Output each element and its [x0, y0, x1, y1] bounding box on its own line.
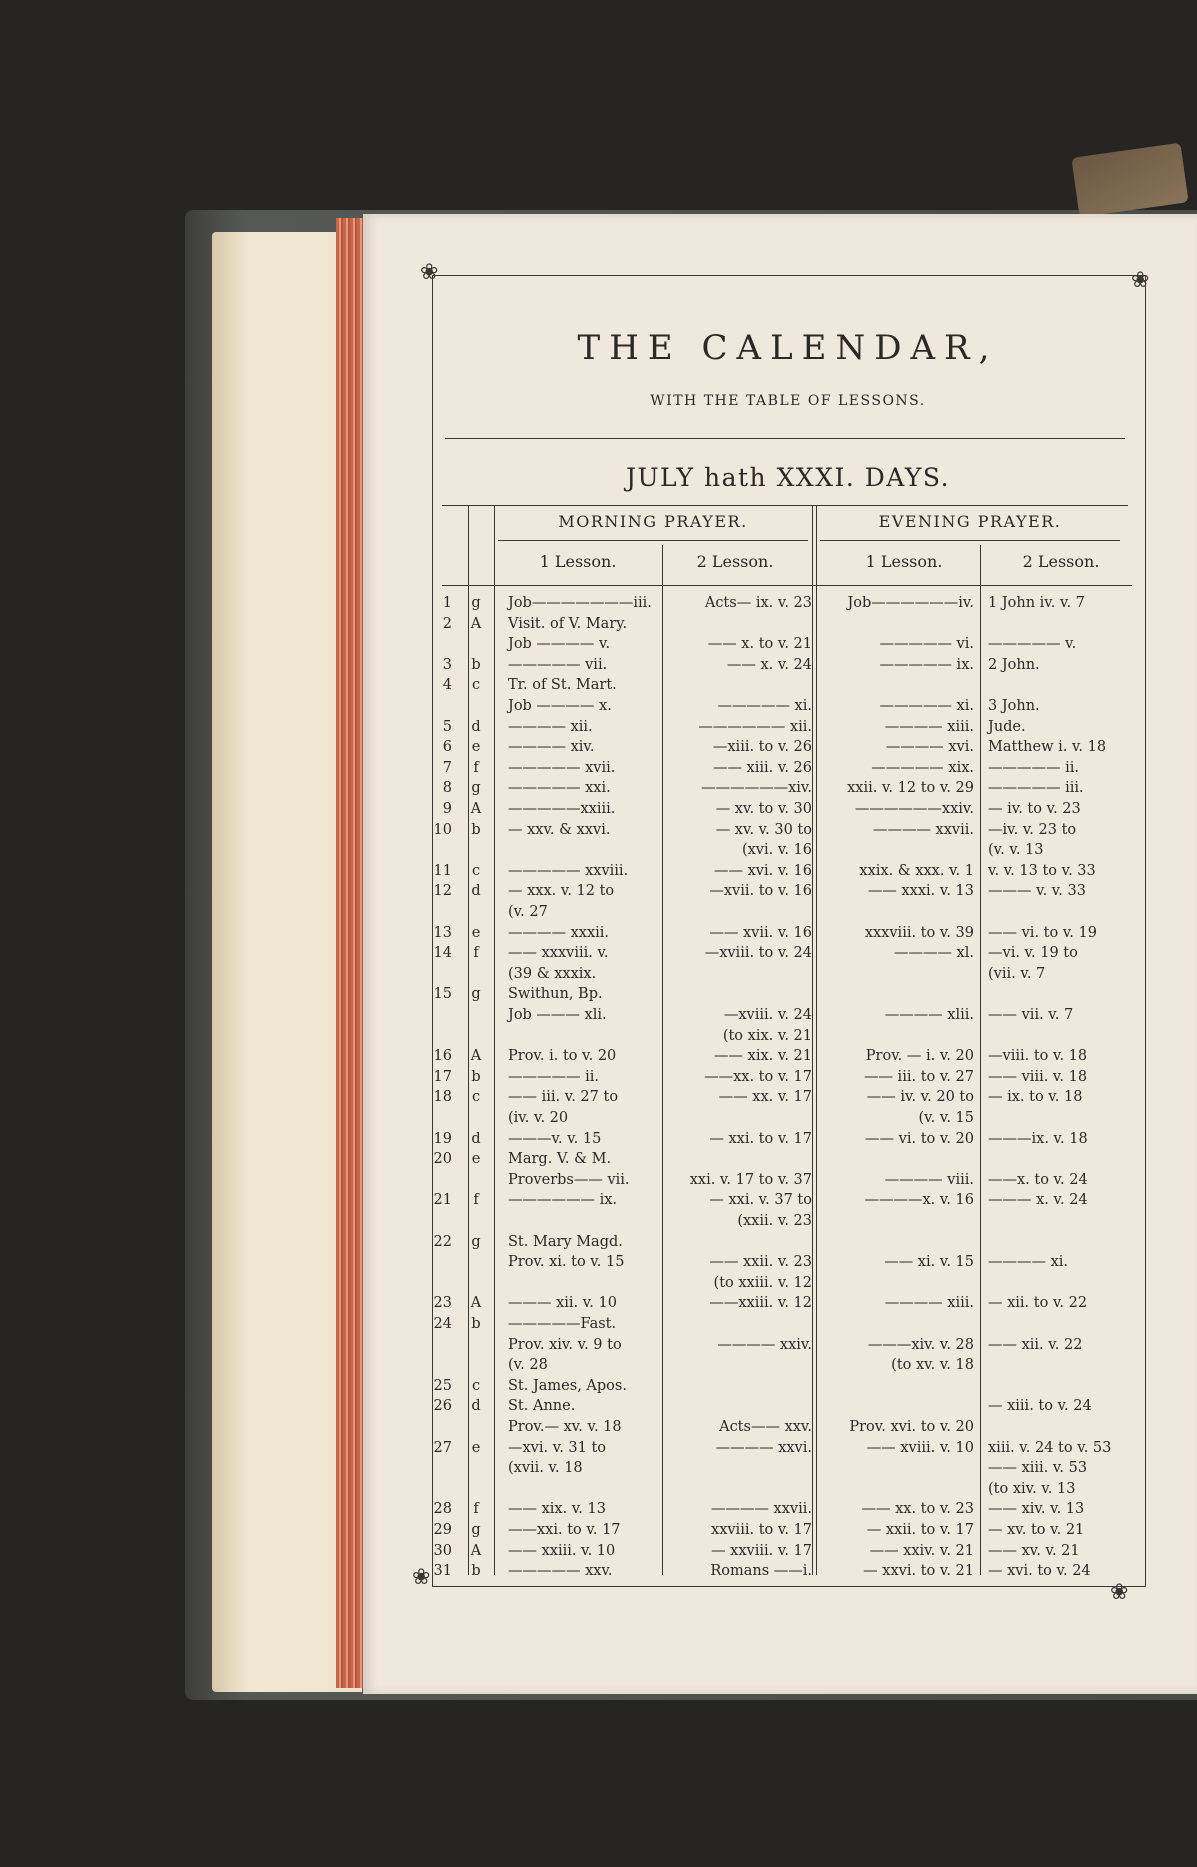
evening-lesson-2: — iv. to v. 23	[988, 801, 1081, 817]
day-number: 31	[433, 1563, 452, 1580]
evening-lesson-1: ———— xlii.	[884, 1007, 974, 1023]
evening-lesson-1: ———— xiii.	[884, 718, 974, 735]
evening-lesson-2: — xiii. to v. 24	[988, 1398, 1092, 1415]
day-number: 11	[433, 862, 452, 879]
dominical-letter: A	[470, 1542, 482, 1559]
evening-lesson-2: v. v. 13 to v. 33	[988, 862, 1096, 879]
day-number: 19	[433, 1130, 452, 1147]
dominical-letter: b	[471, 656, 481, 673]
page-edges	[336, 218, 366, 1688]
morning-lesson-1: ———v. v. 15	[508, 1130, 602, 1147]
divider	[820, 540, 1120, 541]
morning-lesson-1: Job ———— v.	[508, 636, 611, 653]
evening-lesson-2: —— xiv. v. 13	[988, 1501, 1085, 1518]
evening-lesson-2: — xv. to v. 21	[988, 1522, 1085, 1538]
day-number: 12	[433, 883, 452, 900]
column-divider	[494, 505, 495, 1575]
dominical-letter: e	[471, 1151, 481, 1168]
morning-lesson-2: xxviii. to v. 17	[711, 1522, 812, 1538]
evening-lesson-1: ———— xiii.	[884, 1295, 974, 1312]
morning-lesson-2: — xxviii. v. 17	[711, 1542, 812, 1559]
evening-lesson-2: — ix. to v. 18	[988, 1089, 1083, 1106]
morning-lesson-1: —— xix. v. 13	[508, 1501, 606, 1518]
morning-lesson-1: (xvii. v. 18	[508, 1460, 583, 1477]
dominical-letter: c	[471, 862, 481, 879]
morning-lesson-1: ———— xiv.	[508, 739, 595, 756]
corner-ornament-icon: ❀	[420, 260, 439, 285]
page-subtitle: WITH THE TABLE OF LESSONS.	[650, 393, 926, 409]
morning-lesson-1: Job———————iii.	[508, 595, 652, 611]
evening-lesson-2: ——— v. v. 33	[988, 883, 1086, 900]
morning-lesson-2: ———— xxiv.	[717, 1336, 812, 1353]
morning-lesson-2: — xv. v. 30 to	[715, 821, 812, 838]
morning-lesson-2: Romans ——i.	[710, 1563, 812, 1580]
day-number: 21	[433, 1192, 452, 1209]
dominical-letter: b	[471, 1316, 481, 1332]
morning-lesson-2: ———— xxvi.	[715, 1439, 812, 1456]
morning-lesson-2: —— xvii. v. 16	[709, 924, 812, 941]
evening-lesson-1: —— vi. to v. 20	[865, 1130, 974, 1147]
morning-lesson-1: ————— xvii.	[508, 759, 616, 776]
evening-lesson-2: —iv. v. 23 to	[988, 821, 1077, 838]
evening-lesson-1: Job——————iv.	[847, 595, 974, 611]
evening-lesson-1: Prov. — i. v. 20	[865, 1048, 974, 1065]
evening-lesson-1: ———— viii.	[884, 1171, 974, 1188]
evening-lesson-1: —— xviii. v. 10	[866, 1439, 974, 1456]
column-divider	[980, 545, 981, 1575]
evening-lesson-1: (v. v. 15	[918, 1110, 974, 1126]
morning-lesson-1: ————— vii.	[508, 656, 608, 673]
day-number: 6	[442, 739, 452, 756]
morning-lesson-2: —xviii. v. 24	[723, 1007, 812, 1023]
evening-lesson-1: — xxvi. to v. 21	[863, 1563, 974, 1580]
morning-lesson-2: (xvi. v. 16	[741, 842, 812, 859]
dominical-letter: f	[473, 1192, 479, 1209]
evening-prayer-heading: EVENING PRAYER.	[878, 512, 1062, 531]
evening-lesson-1: —— xxxi. v. 13	[867, 883, 974, 900]
dominical-letter: e	[471, 1439, 481, 1456]
morning-lesson-2-header: 2 Lesson.	[696, 552, 774, 571]
evening-lesson-2: (v. v. 13	[988, 842, 1044, 859]
morning-lesson-1: —————Fast.	[508, 1316, 617, 1332]
evening-lesson-1: xxix. & xxx. v. 1	[859, 862, 974, 879]
dominical-letter: A	[470, 1295, 482, 1312]
morning-lesson-2: — xv. to v. 30	[715, 801, 812, 817]
morning-lesson-2: (to xxiii. v. 12	[713, 1274, 812, 1291]
morning-lesson-2: —— xiii. v. 26	[712, 759, 812, 776]
dominical-letter: A	[470, 801, 482, 817]
evening-lesson-2: —— xv. v. 21	[988, 1542, 1080, 1559]
evening-lesson-2: ——x. to v. 24	[988, 1171, 1088, 1188]
morning-lesson-2: ——xxiii. v. 12	[709, 1295, 812, 1312]
dominical-letter: A	[470, 615, 482, 632]
evening-lesson-2: —— xiii. v. 53	[988, 1460, 1088, 1477]
dominical-letter: g	[471, 595, 481, 611]
morning-lesson-1: —————— ix.	[508, 1192, 618, 1209]
evening-lesson-1: —— xx. to v. 23	[861, 1501, 974, 1518]
morning-lesson-2: —xiii. to v. 26	[712, 739, 812, 756]
day-number: 3	[442, 656, 452, 673]
morning-lesson-1: Swithun, Bp.	[508, 986, 603, 1003]
evening-lesson-1: ————— vi.	[879, 636, 974, 653]
morning-lesson-2: —— x. to v. 21	[707, 636, 812, 653]
day-number: 18	[433, 1089, 452, 1106]
evening-lesson-2: Matthew i. v. 18	[988, 739, 1107, 756]
evening-lesson-2: ———ix. v. 18	[988, 1130, 1088, 1147]
evening-lesson-1: ———— xxvii.	[872, 821, 974, 838]
dominical-letter: d	[471, 718, 481, 735]
day-number: 20	[433, 1151, 452, 1168]
morning-lesson-1: ——xxi. to v. 17	[508, 1522, 621, 1538]
dominical-letter: c	[471, 1377, 481, 1394]
day-number: 27	[433, 1439, 452, 1456]
evening-lesson-1-header: 1 Lesson.	[865, 552, 943, 571]
evening-lesson-2: 3 John.	[988, 698, 1040, 714]
month-heading: JULY hath XXXI. DAYS.	[625, 463, 951, 492]
dominical-letter: c	[471, 1089, 481, 1106]
morning-lesson-1: Prov. i. to v. 20	[508, 1048, 617, 1065]
day-number: 5	[442, 718, 452, 735]
evening-lesson-1: ———xiv. v. 28	[867, 1336, 974, 1353]
evening-lesson-1: ————x. v. 16	[864, 1192, 974, 1209]
morning-lesson-1: — xxx. v. 12 to	[508, 883, 615, 900]
day-number: 16	[433, 1048, 452, 1065]
dominical-letter: A	[470, 1048, 482, 1065]
morning-lesson-1: Tr. of St. Mart.	[508, 677, 617, 694]
dominical-letter: d	[471, 883, 481, 900]
evening-lesson-1: ————— xi.	[879, 698, 974, 714]
evening-lesson-2: 1 John iv. v. 7	[988, 595, 1085, 611]
evening-lesson-1: Prov. xvi. to v. 20	[849, 1419, 974, 1435]
day-number: 7	[442, 759, 452, 776]
dominical-letter: g	[471, 1233, 481, 1250]
morning-lesson-2: ——xx. to v. 17	[704, 1068, 812, 1085]
day-number: 28	[433, 1501, 452, 1518]
morning-lesson-2: Acts—— xxv.	[719, 1419, 812, 1435]
day-number: 23	[433, 1295, 452, 1312]
morning-lesson-2: Acts— ix. v. 23	[704, 595, 812, 611]
morning-lesson-2: —xviii. to v. 24	[704, 945, 812, 962]
evening-lesson-2: 2 John.	[988, 656, 1040, 673]
morning-lesson-2: ————— xi.	[717, 698, 812, 714]
page-title: THE CALENDAR,	[577, 328, 999, 368]
evening-lesson-2: (to xiv. v. 13	[988, 1480, 1076, 1497]
evening-lesson-1: xxxviii. to v. 39	[864, 924, 974, 941]
evening-lesson-1: — xxii. to v. 17	[866, 1522, 974, 1538]
divider	[442, 505, 1128, 506]
morning-lesson-1: Prov. xi. to v. 15	[508, 1254, 625, 1271]
morning-lesson-1: Job ———— x.	[508, 698, 612, 714]
morning-lesson-2: —— x. v. 24	[726, 656, 812, 673]
morning-lesson-1: —————xxiii.	[508, 801, 616, 817]
morning-lesson-2: —— xix. v. 21	[714, 1048, 812, 1065]
morning-lesson-1: ——— xii. v. 10	[508, 1295, 617, 1312]
morning-lesson-1: ———— xii.	[508, 718, 593, 735]
day-number: 17	[433, 1068, 452, 1085]
day-number: 1	[442, 595, 452, 611]
evening-lesson-1: (to xv. v. 18	[891, 1357, 974, 1374]
morning-lesson-1: —— xxxviii. v.	[508, 945, 609, 962]
morning-lesson-1: —— xxiii. v. 10	[508, 1542, 616, 1559]
morning-lesson-1: St. Mary Magd.	[508, 1233, 623, 1250]
dominical-letter: b	[471, 1563, 481, 1580]
divider	[445, 438, 1125, 439]
evening-lesson-2: —— vi. to v. 19	[988, 924, 1097, 941]
day-number: 15	[433, 986, 452, 1003]
morning-lesson-2: —xvii. to v. 16	[709, 883, 812, 900]
morning-lesson-2: —— xxii. v. 23	[709, 1254, 812, 1271]
day-number: 25	[433, 1377, 452, 1394]
day-number: 30	[433, 1542, 452, 1559]
morning-lesson-2: xxi. v. 17 to v. 37	[689, 1171, 812, 1188]
evening-lesson-1: ——————xxiv.	[854, 801, 974, 817]
evening-lesson-2: —— vii. v. 7	[988, 1007, 1074, 1023]
morning-lesson-1: Proverbs—— vii.	[508, 1171, 630, 1188]
morning-lesson-2: ——————xiv.	[701, 780, 812, 797]
morning-lesson-1: St. Anne.	[508, 1398, 576, 1415]
evening-lesson-2: —viii. to v. 18	[988, 1048, 1088, 1065]
morning-lesson-2: ———— xxvii.	[710, 1501, 812, 1518]
day-number: 8	[442, 780, 452, 797]
column-divider	[662, 545, 663, 1575]
morning-lesson-2: —————— xii.	[698, 718, 812, 735]
day-number: 29	[433, 1522, 452, 1538]
corner-ornament-icon: ❀	[412, 1565, 431, 1590]
divider	[498, 540, 808, 541]
evening-lesson-2: —vi. v. 19 to	[988, 945, 1078, 962]
morning-lesson-1: Visit. of V. Mary.	[508, 615, 628, 632]
dominical-letter: d	[471, 1398, 481, 1415]
corner-ornament-icon: ❀	[1110, 1580, 1129, 1605]
evening-lesson-1: —— xi. v. 15	[884, 1254, 974, 1271]
dominical-letter: g	[471, 986, 481, 1003]
morning-lesson-1: (39 & xxxix.	[508, 965, 597, 982]
dominical-letter: e	[471, 739, 481, 756]
morning-lesson-2: — xxi. to v. 17	[709, 1130, 812, 1147]
morning-lesson-1: ————— ii.	[508, 1068, 599, 1085]
morning-prayer-heading: MORNING PRAYER.	[558, 512, 748, 531]
day-number: 4	[442, 677, 452, 694]
evening-lesson-2: ————— v.	[988, 636, 1077, 653]
dominical-letter: b	[471, 821, 481, 838]
dominical-letter: d	[471, 1130, 481, 1147]
evening-lesson-2: ————— iii.	[988, 780, 1084, 797]
evening-lesson-1: ———— xl.	[893, 945, 974, 962]
evening-lesson-1: xxii. v. 12 to v. 29	[847, 780, 974, 797]
day-number: 13	[433, 924, 452, 941]
morning-lesson-1: (v. 27	[508, 904, 548, 920]
dominical-letter: g	[471, 780, 481, 797]
morning-lesson-1: ————— xxv.	[508, 1563, 613, 1580]
day-number: 14	[433, 945, 452, 962]
morning-lesson-2: (xxii. v. 23	[737, 1213, 812, 1229]
evening-lesson-1: ————— xix.	[871, 759, 974, 776]
dominical-letter: b	[471, 1068, 481, 1085]
corner-ornament-icon: ❀	[1131, 268, 1150, 293]
evening-lesson-1: ————— ix.	[879, 656, 974, 673]
dominical-letter: g	[471, 1522, 481, 1538]
morning-lesson-1: Marg. V. & M.	[508, 1151, 612, 1168]
morning-lesson-1: ———— xxxii.	[508, 924, 610, 941]
morning-lesson-1: ————— xxviii.	[508, 862, 629, 879]
day-number: 2	[442, 615, 452, 632]
morning-lesson-1: ————— xxi.	[508, 780, 611, 797]
evening-lesson-1: ———— xvi.	[885, 739, 974, 756]
dominical-letter: f	[473, 1501, 479, 1518]
morning-lesson-1: —xvi. v. 31 to	[508, 1439, 607, 1456]
dominical-letter: e	[471, 924, 481, 941]
day-number: 9	[442, 801, 452, 817]
evening-lesson-2: —— xii. v. 22	[988, 1336, 1083, 1353]
dominical-letter: f	[473, 945, 479, 962]
evening-lesson-2: Jude.	[988, 718, 1026, 735]
ribbon-bookmark	[1071, 143, 1188, 218]
evening-lesson-2: — xii. to v. 22	[988, 1295, 1088, 1312]
day-number: 22	[433, 1233, 452, 1250]
evening-lesson-1: —— iii. to v. 27	[863, 1068, 974, 1085]
morning-lesson-1: (v. 28	[508, 1357, 548, 1374]
dominical-letter: f	[473, 759, 479, 776]
evening-lesson-2: —— viii. v. 18	[988, 1068, 1088, 1085]
column-divider	[812, 505, 817, 1575]
morning-lesson-1: Job ——— xli.	[508, 1007, 607, 1023]
morning-lesson-2: (to xix. v. 21	[722, 1027, 812, 1044]
day-number: 24	[433, 1316, 452, 1332]
evening-lesson-1: —— iv. v. 20 to	[866, 1089, 974, 1106]
morning-lesson-1: Prov.— xv. v. 18	[508, 1419, 622, 1435]
evening-lesson-2: xiii. v. 24 to v. 53	[988, 1439, 1112, 1456]
morning-lesson-2: — xxi. v. 37 to	[709, 1192, 812, 1209]
morning-lesson-2: —— xvi. v. 16	[714, 862, 812, 879]
morning-lesson-1-header: 1 Lesson.	[539, 552, 617, 571]
day-number: 10	[433, 821, 452, 838]
evening-lesson-2: (vii. v. 7	[988, 965, 1046, 982]
evening-lesson-2: — xvi. to v. 24	[988, 1563, 1091, 1580]
morning-lesson-1: St. James, Apos.	[508, 1377, 627, 1394]
evening-lesson-2: ———— xi.	[988, 1254, 1069, 1271]
morning-lesson-1: (iv. v. 20	[508, 1110, 569, 1126]
morning-lesson-1: — xxv. & xxvi.	[508, 821, 611, 838]
evening-lesson-1: —— xxiv. v. 21	[869, 1542, 974, 1559]
evening-lesson-2: ————— ii.	[988, 759, 1079, 776]
divider	[442, 585, 1132, 586]
evening-lesson-2: ——— x. v. 24	[988, 1192, 1088, 1209]
morning-lesson-1: Prov. xiv. v. 9 to	[508, 1336, 622, 1353]
evening-lesson-2-header: 2 Lesson.	[1022, 552, 1100, 571]
dominical-letter: c	[471, 677, 481, 694]
morning-lesson-1: —— iii. v. 27 to	[508, 1089, 619, 1106]
day-number: 26	[433, 1398, 452, 1415]
morning-lesson-2: —— xx. v. 17	[718, 1089, 812, 1106]
